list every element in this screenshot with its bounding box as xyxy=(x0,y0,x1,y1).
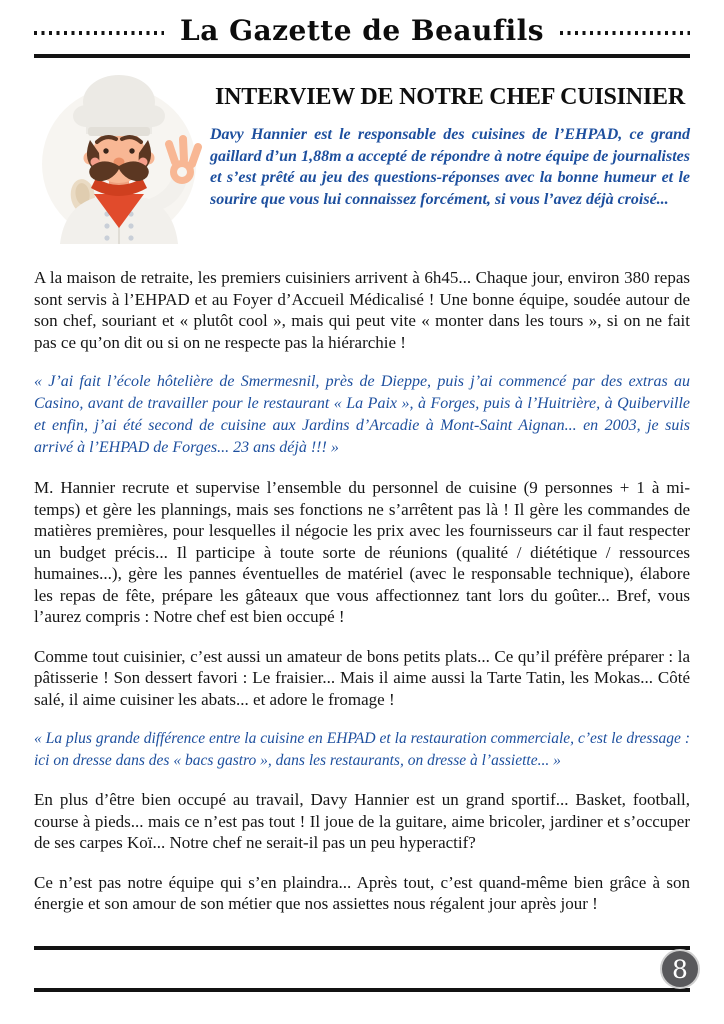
chef-cartoon-svg xyxy=(34,68,206,244)
masthead-left-dotted-rule xyxy=(34,31,164,35)
page-number: 8 xyxy=(672,954,688,984)
paragraph-1: A la maison de retraite, les premiers cuisiniers arrivent à 6h45... Chaque jour, environ 380 repas sont servis à l’EHPAD et au Foyer d’Accueil Médicalisé ! Une bonne équipe, soudée autour de son chef, souriant et « plutôt cool », mais qui peut vite « monter dans les tours », si on ne fait pas ce qu’on dit ou si on ne respecte pas la hiérarchie ! xyxy=(34,268,690,352)
quote-paragraph-1: « J’ai fait l’école hôtelière de Smermesnil, près de Dieppe, puis j’ai commencé par des extras au Casino, avant de travailler pour le restaurant « La Paix », à Forges, puis à l’Huitrière, à Quiberville et enfin, j’ai été second de cuisine aux Jardins d’Arcadie à Mont-Saint Aignan... en 2003, je suis arrivé à l’EHPAD de Forges... 23 ans déjà !!! » xyxy=(34,373,690,456)
article-lead: Davy Hannier est le responsable des cuisines de l’EHPAD, ce grand gaillard d’un 1,88m a accepté de répondre à notre équipe de journalistes et s’est prêté au jeu des questions-réponses avec la bonne humeur et le sourire que vous lui connaissez forcément, si vous l’avez déjà croisé... xyxy=(210,126,690,208)
page-footer xyxy=(34,946,690,992)
page-number-badge xyxy=(660,949,700,989)
masthead-rule xyxy=(34,54,690,58)
paragraph-4: En plus d’être bien occupé au travail, Davy Hannier est un grand sportif... Basket, football, course à pieds... mais ce n’est pas tout ! Il joue de la guitare, aime bricoler, jardiner et s’occuper de ses carpes Koï... Notre chef ne serait-il pas un peu hyperactif? xyxy=(34,790,690,852)
article-header-text xyxy=(206,68,690,249)
paragraph-3: Comme tout cuisinier, c’est aussi un amateur de bons petits plats... Ce qu’il préfère préparer : la pâtisserie ! Son dessert favori : Le fraisier... Mais il aime aussi la Tarte Tatin, les Mokas... Côté salé, il aime cuisiner les abats... et adore le fromage ! xyxy=(34,646,690,709)
paragraph-5: Ce n’est pas notre équipe qui s’en plaindra... Après tout, c’est quand-même bien grâce à son énergie et son amour de son métier que nos assiettes nous régalent jour après jour ! xyxy=(34,872,690,913)
quote-paragraph-2: « La plus grande différence entre la cuisine en EHPAD et la restauration commerciale, c’est le dressage : ici on dresse dans des « bacs gastro », dans les restaurants, on dresse à l’assiette... » xyxy=(34,730,690,769)
article-title: INTERVIEW DE NOTRE CHEF CUISINIER xyxy=(215,84,685,110)
masthead-title: La Gazette de Beaufils xyxy=(180,14,544,47)
masthead-right-dotted-rule xyxy=(560,31,690,35)
masthead xyxy=(34,0,690,47)
chef-cartoon-illustration xyxy=(34,68,206,249)
article-header xyxy=(34,68,690,249)
article-body xyxy=(34,267,690,915)
paragraph-2: M. Hannier recrute et supervise l’ensemble du personnel de cuisine (9 personnes + 1 à mi-temps) et gère les plannings, mais ses fonctions ne s’arrêtent pas là ! Il gère les commandes de matières premières, pour lesquelles il négocie les prix avec les fournisseurs car il faut respecter un budget précis... Il participe à toute sorte de réunions (qualité / diététique / ressources humaines...), gère les pannes éventuelles de matériel (avec le responsable technique), élabore les repas de fête, prépare les gâteaux que vous affectionnez tant lors du goûter... Bref, vous l’aurez compris : Notre chef est bien occupé ! xyxy=(34,478,690,626)
